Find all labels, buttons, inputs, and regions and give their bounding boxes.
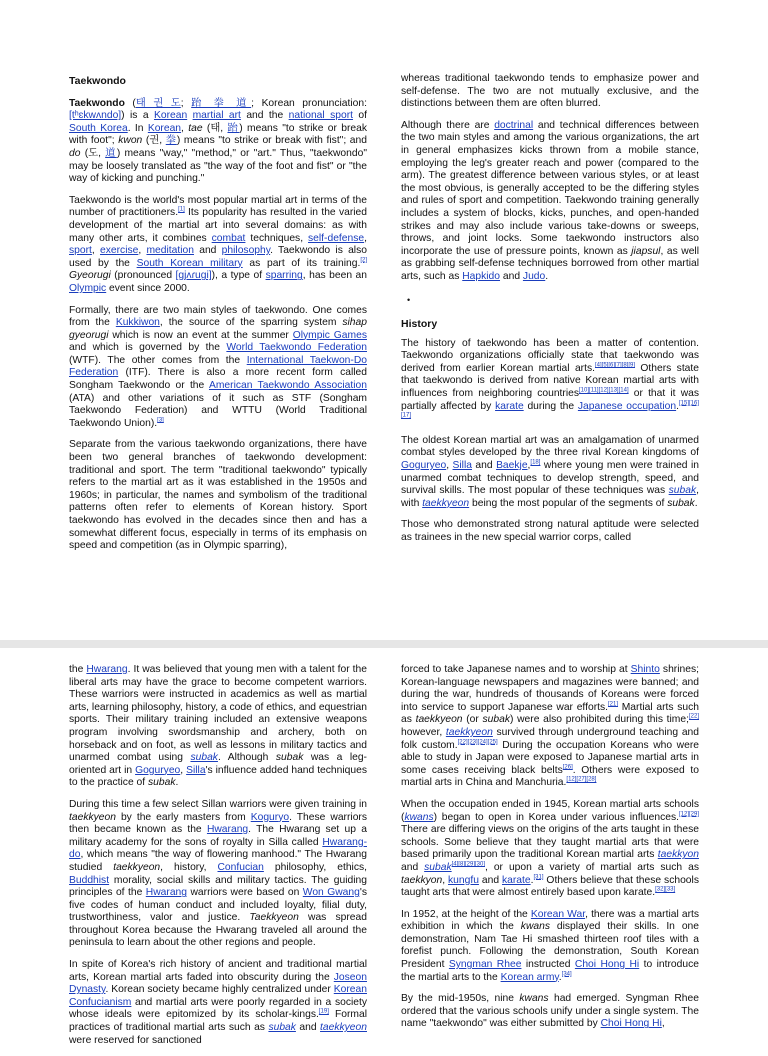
text-run: survived through underground teaching and folk custom. — [401, 726, 699, 751]
text-run: ) began to open in Korea under various influences. — [433, 811, 679, 823]
text-run: (태, — [202, 122, 228, 134]
citation-link[interactable]: [4][8][29][30] — [451, 861, 485, 868]
wiki-link[interactable]: Koguryo — [250, 811, 290, 823]
wiki-link[interactable]: [ɡjʌɾuɡi] — [175, 270, 212, 282]
text-run: forced to take Japanese names and to worship at — [401, 664, 631, 675]
wiki-link[interactable]: Korean War — [530, 908, 586, 920]
citation-link[interactable]: [2] — [360, 257, 367, 264]
wiki-link[interactable]: Korean army — [500, 971, 559, 983]
citation-link[interactable]: [12][27][28] — [566, 776, 597, 783]
page2-right-column — [401, 664, 699, 1040]
citation-link[interactable]: [10][11][12][13][14] — [579, 387, 629, 394]
text-run: or that it was partially affected by — [401, 388, 700, 412]
page2-left-column — [69, 664, 367, 1056]
wiki-link[interactable]: Baekje — [496, 460, 528, 472]
text-run: Separate from the various taekwondo organizations, there have been two general branches of taekwondo development: traditional and sport. The term "traditional taekwondo" typically refers to the martial art as it was established in the 1950s and 1960s; in particular, the names and symbolism of the traditional patterns often refer to elements of Korean history. Sport taekwondo has evolved in the decades since then and has a somewhat different focus, especially in terms of its emphasis on speed and competition (as in Olympic sparring), — [69, 439, 367, 552]
text-run: and — [193, 245, 222, 257]
wiki-link[interactable]: 跆 拳 道 — [191, 97, 252, 109]
bullet-marker: • — [407, 294, 411, 305]
paragraph — [401, 799, 699, 900]
text-run: Others believe that these schools taught arts that were almost entirely based upon karate. — [401, 874, 699, 899]
wiki-link[interactable]: Hwarang-do — [69, 836, 367, 861]
text-run: and — [472, 460, 497, 472]
text-run: was a leg-oriented art in — [69, 752, 367, 776]
text-run: , the source of the sparring system — [159, 317, 343, 329]
text-run: and — [478, 874, 502, 886]
wiki-link[interactable]: Olympic — [69, 282, 107, 294]
citation — [533, 874, 543, 880]
text-run: ; Korean pronunciation: — [251, 97, 367, 109]
paragraph — [69, 195, 367, 296]
text-run: by the early masters from — [115, 811, 251, 823]
wiki-link[interactable]: combat — [211, 232, 246, 244]
citation-link[interactable]: [1] — [178, 206, 185, 213]
text-run: ( — [124, 97, 136, 109]
text-run: , — [446, 460, 453, 472]
wiki-link[interactable]: Judo — [522, 270, 546, 282]
paragraph — [401, 909, 699, 985]
text-run: , as well as grabbing self-defense techniques borrowed from other martial arts, such as — [401, 245, 699, 282]
wiki-link[interactable]: South Korea — [69, 122, 128, 134]
wiki-link[interactable]: Goguryeo — [401, 460, 447, 472]
wiki-link[interactable]: kungfu — [448, 874, 479, 886]
text-run: as part of its training. — [242, 257, 361, 269]
wiki-link[interactable]: martial art — [192, 110, 241, 122]
paragraph — [401, 435, 699, 511]
citation-link[interactable]: [22][23][24][25] — [457, 739, 498, 746]
text-run: where young men were trained in unarmed combat techniques to develop strength, speed, and survival skills. The most popular of these techniques was — [401, 460, 699, 497]
wiki-link[interactable]: Hwarang — [145, 887, 188, 899]
italic-term: kwans — [520, 921, 550, 933]
citation — [595, 362, 635, 368]
text-run: (도, — [80, 147, 106, 159]
citation-link[interactable]: [15][16][17] — [401, 400, 699, 419]
text-run: was spread throughout Korea because the Hwarang traveled all around the peninsula to learn about the other regions and people. — [69, 912, 367, 949]
text-run: however, — [401, 726, 446, 738]
wiki-link[interactable]: Korean Confucianism — [69, 984, 367, 1008]
text-run: Formally, there are two main styles of taekwondo. One comes from the — [69, 304, 367, 329]
text-run: During this time a few select Sillan warriors were given training in — [69, 798, 367, 810]
italic-term: taekkyeon — [113, 861, 161, 873]
text-run: 's five codes of human conduct and included loyalty, filial duty, trustworthiness, valor and justice. — [69, 887, 367, 924]
text-run: shrines; Korean-language newspapers and magazines were banned; and during the war, hundreds of thousands of Koreans were forced into service to support Japanese war efforts. — [401, 664, 699, 713]
wiki-link[interactable]: Won Gwang — [302, 887, 360, 899]
text-run: (WTF). The other comes from the — [69, 354, 247, 366]
text-run: The oldest Korean martial art was an amalgamation of unarmed combat styles developed by the three rival Korean kingdoms of — [401, 434, 699, 459]
wiki-link[interactable]: Joseon Dynasty — [69, 971, 367, 996]
citation-link[interactable]: [3] — [157, 417, 164, 424]
citation — [562, 971, 572, 977]
text-run: ; — [180, 97, 192, 109]
text-run: event since 2000. — [106, 282, 190, 294]
wiki-link[interactable]: 道 — [105, 147, 117, 159]
text-run: Although there are — [401, 119, 495, 131]
citation — [530, 460, 540, 466]
paragraph — [401, 120, 699, 284]
italic-term: taekkyeon — [69, 811, 116, 823]
text-run: (ATA) and other variations of it such as STF (Songham Taekwondo Federation) and WTTU (World Traditional Taekwondo Union). — [69, 392, 367, 429]
wiki-link[interactable]: doctrinal — [494, 119, 534, 131]
section-heading-history: History — [401, 318, 438, 331]
paragraph — [401, 338, 699, 426]
bold-term: Taekwondo — [69, 97, 125, 109]
italic-term: subak — [482, 714, 510, 726]
italic-term: tae — [188, 122, 203, 134]
text-run: to introduce the martial arts to the — [401, 959, 699, 983]
text-run: (권, — [142, 135, 166, 147]
wiki-link[interactable]: Korean — [153, 110, 188, 122]
italic-term: kwans — [519, 993, 549, 1005]
text-run: , — [661, 1018, 665, 1030]
citation-link[interactable]: [26] — [562, 764, 573, 771]
wiki-link[interactable]: subak — [668, 485, 697, 497]
text-run: displayed their skills. In one demonstration, Nam Tae Hi smashed thirteen roof tiles with a forefist punch. Following the demonstration, South Korean President — [401, 921, 699, 971]
citation-link[interactable]: [19] — [318, 1009, 329, 1016]
wiki-link[interactable]: taekkyeon — [422, 497, 470, 509]
page-separator — [0, 640, 768, 648]
paragraph — [401, 993, 699, 1031]
citation-link[interactable]: [31] — [533, 874, 544, 881]
text-run: instructed — [521, 959, 575, 971]
citation — [452, 861, 485, 867]
italic-term: Gyeorugi — [69, 270, 111, 282]
text-run: . The Hwarang set up a military academy for the sons of royalty in Silla called — [69, 824, 367, 848]
wiki-link[interactable]: Shinto — [630, 664, 660, 675]
citation — [563, 764, 573, 770]
citation — [608, 701, 618, 707]
citation-link[interactable]: [22] — [688, 713, 699, 720]
text-run: During the occupation Koreans who were able to study in Japan were exposed to Japanese martial arts in some cases receiving black belts — [401, 739, 699, 776]
text-run: . — [175, 777, 179, 789]
paragraph — [401, 519, 699, 544]
wiki-link[interactable]: subak — [268, 1022, 296, 1034]
wiki-link[interactable]: South Korean military — [136, 257, 243, 269]
wiki-link[interactable]: subak — [424, 861, 452, 873]
text-run: Its popularity has resulted in the varied development of the martial art into several domains: as with many other arts, it combines — [69, 207, 367, 244]
wiki-link[interactable]: meditation — [146, 245, 194, 257]
text-run: had emerged. Syngman Rhee ordered that the various schools unify under a single system. The name "taekwondo" was either submitted by — [401, 993, 699, 1030]
citation-link[interactable]: [12][29] — [678, 811, 699, 818]
wiki-link[interactable]: Buddhist — [69, 874, 110, 886]
text-run: , — [180, 764, 187, 776]
italic-term: kwon — [118, 135, 143, 147]
wiki-link[interactable]: International Taekwon-Do Federation — [69, 354, 367, 379]
text-run: of — [353, 110, 367, 122]
text-run: . Although — [217, 752, 276, 764]
text-run: Martial arts such as — [401, 701, 699, 726]
paragraph — [401, 664, 699, 790]
text-run: warriors were based on — [187, 887, 303, 899]
text-run: . Taekwondo is also used by the — [69, 245, 367, 269]
article-title: Taekwondo — [69, 75, 126, 87]
paragraph — [69, 664, 367, 790]
citation-link[interactable]: [4][5][6][7][8][9] — [594, 362, 636, 369]
text-run: ) means "to strike or break with foot"; — [69, 122, 367, 147]
wiki-link[interactable]: Choi Hong Hi — [574, 959, 640, 971]
text-run: . — [545, 270, 549, 282]
citation — [566, 777, 596, 783]
citation — [360, 257, 367, 263]
text-run: were reserved for sanctioned — [69, 1034, 202, 1046]
italic-term: do — [69, 147, 81, 159]
italic-term: subak — [148, 777, 176, 789]
wiki-link[interactable]: 拳 — [165, 135, 177, 147]
text-run: ) were also prohibited during this time; — [510, 714, 689, 726]
text-run: and martial arts were poorly regarded in a society whose ideals were epitomized by its scholar-kings. — [69, 996, 367, 1021]
wiki-link[interactable]: sparring — [265, 270, 303, 282]
citation-link[interactable]: [21] — [608, 701, 619, 708]
citation — [157, 417, 164, 423]
text-run: . In — [127, 122, 148, 134]
wiki-link[interactable]: Silla — [452, 460, 472, 472]
text-run: When the occupation ended in 1945, Korean martial arts schools ( — [401, 798, 699, 823]
wiki-link[interactable]: national sport — [288, 110, 353, 122]
wiki-link[interactable]: taekkyeon — [445, 726, 493, 738]
citation-link[interactable]: [34] — [561, 971, 572, 978]
wiki-link[interactable]: Kukkiwon — [115, 317, 160, 329]
text-run: Others state that taekwondo is derived from native Korean martial arts with influences from neighboring countries — [401, 362, 699, 400]
wiki-link[interactable]: exercise — [100, 245, 139, 257]
wiki-link[interactable]: karate — [495, 400, 524, 412]
italic-term: taekkyon — [401, 874, 443, 886]
wiki-link[interactable]: Choi Hong Hi — [600, 1018, 662, 1030]
wiki-link[interactable]: World Taekwondo Federation — [226, 342, 367, 354]
citation — [579, 388, 629, 394]
wiki-link[interactable]: Confucian — [217, 861, 264, 873]
page1-left-column — [69, 75, 367, 562]
text-run: , — [181, 122, 189, 134]
text-run: 's influence added hand techniques to the practice of — [69, 764, 368, 789]
text-run: and — [401, 861, 425, 873]
citation — [655, 887, 675, 893]
text-run: and technical differences between the two main styles and among the various organizations, the art in general emphasizes kicks thrown from a mobile stance, employing the leg's greater reach and power (compared to the arm). The greatest difference between various styles, or at least the most obvious, is generally accepted to be the differing styles and rules of sport and competition. Taekwondo training generally includes a system of blocks, kicks, punches, and open-handed strikes and may also include various take-downs or sweeps, throws, and joint locks. Some taekwondo instructors also incorporate the use of pressure points, known as — [401, 119, 699, 257]
text-run: ), a type of — [211, 270, 266, 282]
text-run: whereas traditional taekwondo tends to emphasize power and self-defense. The two are not mutually exclusive, and the distinctions between them are often blurred. — [401, 73, 699, 110]
paragraph — [69, 799, 367, 950]
text-run: , — [527, 460, 531, 472]
text-run: There are differing views on the origins of the arts taught in these schools. Some believe that they taught martial arts that were based primarily upon the traditional Korean martial arts — [401, 824, 699, 861]
text-run: , with — [401, 485, 699, 509]
text-run: morality, social skills and military tactics. The guiding principles of the — [69, 874, 367, 899]
citation — [458, 739, 498, 745]
text-run: (or — [462, 714, 483, 726]
text-run: , — [442, 874, 449, 886]
wiki-link[interactable]: Hwarang — [206, 824, 249, 836]
citation — [319, 1009, 329, 1015]
italic-term: subak — [275, 752, 304, 764]
text-run: Formal practices of traditional martial arts such as — [69, 1009, 367, 1034]
citation — [679, 811, 699, 817]
paragraph — [69, 98, 367, 186]
paragraph — [69, 439, 367, 552]
paragraph — [69, 959, 367, 1047]
text-run: Taekwondo is the world's most popular martial art in terms of the number of practitioners. — [69, 194, 367, 219]
wiki-link[interactable]: Japanese occupation — [577, 400, 677, 412]
text-run: ) means "to strike or break with fist"; and — [176, 135, 367, 147]
italic-term: taekkyeon — [415, 714, 463, 726]
wiki-link[interactable]: Silla — [186, 764, 206, 776]
italic-term: sihap gyeorugi — [69, 317, 367, 341]
wiki-link[interactable]: Hwarang — [86, 664, 128, 675]
text-run: , has been an — [302, 270, 367, 282]
text-run: which is now an event at the summer — [108, 329, 293, 341]
text-run: ) means "way," "method," or "art." Thus, "taekwondo" may be loosely translated as "the way of the foot and fist" or "the way of kicking and punching." — [69, 147, 367, 185]
paragraph — [69, 305, 367, 431]
wiki-link[interactable]: taekkyon — [657, 849, 699, 861]
text-run: and — [295, 1022, 321, 1034]
text-run: . These warriors then became known as the — [69, 811, 367, 836]
text-run: and the — [240, 110, 289, 122]
wiki-link[interactable]: [tʰɛkwʌndo] — [69, 110, 122, 122]
text-run: , — [138, 245, 147, 257]
page1-right-column — [401, 73, 699, 554]
wiki-link[interactable]: Hapkido — [462, 270, 501, 282]
text-run: philosophy, ethics, — [263, 861, 367, 873]
text-run: , which means "the way of flowering manhood." The Hwarang studied — [69, 849, 367, 873]
text-run: . — [676, 400, 679, 412]
wiki-link[interactable]: Korean — [147, 122, 182, 134]
text-run: . Others were exposed to martial arts in China and Manchuria. — [401, 764, 699, 789]
text-run: . — [558, 971, 562, 983]
wiki-link[interactable]: 태 권 도 — [135, 97, 181, 109]
text-run: , — [91, 245, 101, 257]
italic-term: subak — [667, 497, 695, 509]
citation — [689, 714, 699, 720]
text-run: , history, — [160, 861, 218, 873]
text-run: (ITF). There is also a more recent form called Songham Taekwondo or the — [69, 367, 367, 392]
text-run: and — [500, 270, 523, 282]
text-run: In spite of Korea's rich history of ancient and traditional martial arts, Korean martial arts faded into obscurity during the — [69, 959, 367, 983]
text-run: . — [694, 497, 698, 509]
wiki-link[interactable]: self-defense — [308, 232, 365, 244]
text-run: during the — [523, 400, 578, 412]
text-run: (pronounced — [110, 270, 176, 282]
wiki-link[interactable]: American Taekwondo Association — [208, 380, 367, 392]
wiki-link[interactable]: kwans — [404, 811, 434, 823]
text-run: Those who demonstrated strong natural aptitude were selected as trainees in the new special warrior corps, called — [401, 519, 699, 543]
document-page-2 — [0, 648, 768, 1046]
citation-link[interactable]: [18] — [530, 459, 541, 466]
wiki-link[interactable]: taekkyeon — [320, 1022, 367, 1034]
citation — [178, 207, 185, 213]
paragraph — [401, 73, 699, 111]
wiki-link[interactable]: 跆 — [227, 122, 240, 134]
italic-term: Taekkyeon — [249, 912, 299, 924]
text-run: techniques, — [245, 232, 309, 244]
text-run: and which is governed by the — [69, 342, 227, 354]
text-run: , or upon a variety of martial arts such as — [485, 861, 699, 873]
text-run: ) is a — [121, 110, 154, 122]
text-run: . Korean society became highly centralized under — [105, 984, 334, 996]
text-run: , — [364, 232, 367, 244]
text-run: , there was a martial arts exhibition in which the — [401, 908, 700, 933]
wiki-link[interactable]: Syngman Rhee — [448, 959, 522, 971]
text-run: being the most popular of the segments of — [469, 497, 668, 509]
text-run: The history of taekwondo has been a matter of contention. Taekwondo organizations officially state that taekwondo was derived from earlier Korean martial arts. — [401, 337, 699, 374]
citation-link[interactable]: [32][33] — [655, 886, 676, 893]
wiki-link[interactable]: philosophy — [221, 245, 271, 257]
wiki-link[interactable]: sport — [69, 245, 92, 257]
wiki-link[interactable]: subak — [190, 752, 218, 764]
italic-term: jiapsul — [631, 245, 661, 257]
text-run: In 1952, at the height of the — [401, 908, 531, 920]
wiki-link[interactable]: karate — [501, 874, 531, 886]
wiki-link[interactable]: Goguryeo — [135, 764, 181, 776]
text-run: . It was believed that young men with a talent for the liberal arts may have the grace to become competent warriors. These warriors were instructed in academics as well as martial arts, learning philosophy, history, a code of ethics, and equestrian sports. Their military training included an extensive weapons program involving swordsmanship and archery, both on horseback and on foot, as well as lessons in military tactics and unarmed combat using — [69, 664, 367, 764]
text-run: By the mid-1950s, nine — [401, 993, 520, 1005]
text-run: the — [69, 664, 87, 675]
text-run: . — [530, 874, 534, 886]
wiki-link[interactable]: Olympic Games — [292, 329, 367, 341]
